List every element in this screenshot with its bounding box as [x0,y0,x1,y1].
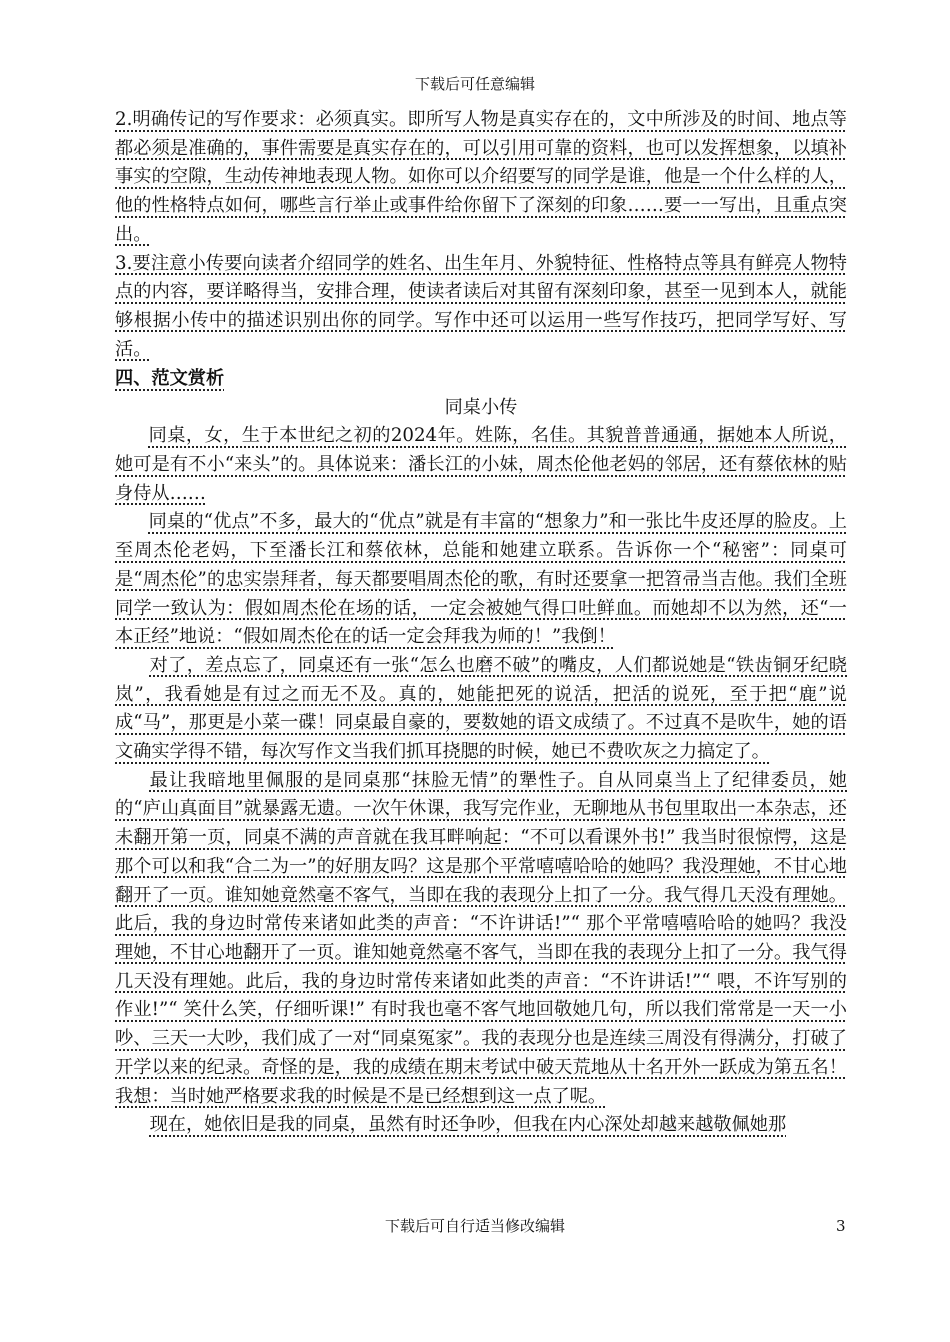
essay-paragraph-5: 现在，她依旧是我的同桌，虽然有时还争吵，但我在内心深处却越来越敬佩她那 [149,1114,787,1136]
essay-paragraph-1: 同桌，女，生于本世纪之初的2024年。姓陈，名佳。其貌普普通通，据她本人所说，她可是有不小“来头”的。具体说来：潘长江的小妹，周杰伦他老妈的邻居，还有蔡依林的贴身侍从…… [115,425,847,504]
essay-paragraph-4: 最让我暗地里佩服的是同桌那“抹脸无情”的犟性子。自从同桌当上了纪律委员，她的“庐山真面目”就暴露无遗。一次午休课，我写完作业，无聊地从书包里取出一本杂志，还未翻开第一页，同桌不满的声音就在我耳畔响起：“不可以看课外书!” 我当时很惊愕，这是那个可以和我“合二为一”的好朋友吗？这是那个平常嘻嘻哈哈的她吗？我没理她，不甘心地翻开了一页。谁知她竟然毫不客气，当即在我的表现分上扣了一分。我气得几天没有理她。此后，我的身边时常传来诸如此类的声音：“不许讲话!”“ 那个平常嘻嘻哈哈的她吗？我没理她，不甘心地翻开了一页。谁知她竟然毫不客气，当即在我的表现分上扣了一分。我气得几天没有理她。此后，我的身边时常传来诸如此类的声音：“不许讲话!”“ 喂，不许写别的作业!”“ 笑什么笑，仔细听课!” 有时我也毫不客气地回敬她几句，所以我们常常是一天一小吵、三天一大吵，我们成了一对“同桌冤家”。我的表现分也是连续三周没有得满分，打破了开学以来的纪录。奇怪的是，我的成绩在期末考试中破天荒地从十名开外一跃成为第五名！我想：当时她严格要求我的时候是不是已经想到这一点了呢。 [115,769,847,1107]
essay-paragraph-2: 同桌的“优点”不多，最大的“优点”就是有丰富的“想象力”和一张比牛皮还厚的脸皮。上至周杰伦老妈，下至潘长江和蔡依林，总能和她建立联系。告诉你一个“秘密”：同桌可是“周杰伦”的忠实崇拜者，每天都要唱周杰伦的歌，有时还要拿一把笤帚当吉他。我们全班同学一致认为：假如周杰伦在场的话，一定会被她气得口吐鲜血。而她却不以为然，还“一本正经”地说：“假如周杰伦在的话一定会拜我为师的！”我倒！ [115,511,847,648]
requirement-paragraph-2: 2.明确传记的写作要求：必须真实。即所写人物是真实存在的，文中所涉及的时间、地点等都必须是准确的，事件需要是真实存在的，可以引用可靠的资料，也可以发挥想象，以填补事实的空隙，生动传神地表现人物。如你可以介绍要写的同学是谁，他是一个什么样的人，他的性格特点如何，哪些言行举止或事件给你留下了深刻的印象……要一一写出，且重点突出。 [115,109,847,245]
requirement-paragraph-3: 3.要注意小传要向读者介绍同学的姓名、出生年月、外貌特征、性格特点等具有鲜亮人物特点的内容，要详略得当，安排合理，使读者读后对其留有深刻印象，甚至一见到本人，就能够根据小传中的描述识别出你的同学。写作中还可以运用一些写作技巧，把同学写好、写活。 [115,252,847,360]
essay-title: 同桌小传 [444,397,518,419]
page-footer: 下载后可自行适当修改编辑 [384,1217,565,1235]
section-heading: 四、范文赏析 [115,368,225,390]
essay-paragraph-3: 对了，差点忘了，同桌还有一张“怎么也磨不破”的嘴皮，人们都说她是“铁齿铜牙纪晓岚”，我看她是有过之而无不及。真的，她能把死的说活，把活的说死，至于把“鹿”说成“马”，那更是小菜一碟！同桌最自豪的，要数她的语文成绩了。不过真不是吹牛，她的语文确实学得不错，每次写作文当我们抓耳挠腮的时候，她已不费吹灰之力搞定了。 [115,654,847,763]
page-header: 下载后可任意编辑 [414,75,535,93]
document-body [115,106,847,1140]
page-number: 3 [836,1217,846,1235]
